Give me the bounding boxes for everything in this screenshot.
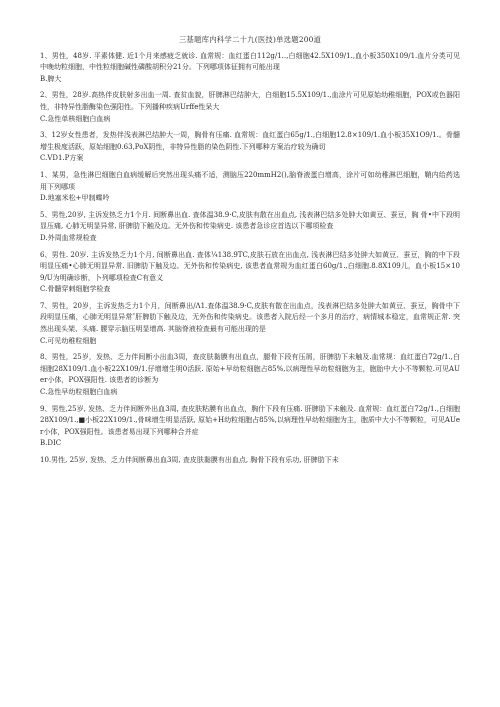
question-text: 8、男性，25岁，发热、乏力伴间断小出血3周，查皮肤黏膜有出血点，腿骨下段有压屑，肝脾肋下未触及.血常规：血红蛋白72g/1.,白细胞28X109/1.血小板22X109/1.仔增增生明0活跃. 原始+早幼粒细胞占85%,以病理性早幼粒细胞为主，胞胎中大小不等颗粒.可见AUer小体，POX强阳性. 该患者的诊断为 [40, 353, 460, 385]
question-8 [40, 352, 460, 398]
question-1 [40, 51, 460, 86]
question-4 [40, 170, 460, 205]
question-text: 2、男性，28岁.高热伴皮肤射多出血一周. 查贫血貌，肝脾淋巴结肿大，白细胞15.5X109/1.,血涂片可见原始幼稚细胞，POX或色器阳性，非特异性脂酶染色强阳性。下列播种疾病Urffe性呆大 [40, 91, 460, 111]
question-text: 3、12岁女性患者，发热伴浅表淋巴结肿大一周，胸骨有压痛. 血常规：血红蛋白65g/1.,白细胞12.8×109/1.血小板35X1O9/1.。骨髓增生极度活跃，原始细胞0.63,PoX阴性，非特异性脂的染色阴性.下列哪种方案治疗较为确切 [40, 131, 460, 151]
question-2 [40, 90, 460, 125]
question-9 [40, 404, 460, 450]
question-answer: B.DIC [40, 439, 62, 448]
question-6 [40, 250, 460, 296]
question-text: 7、男性，20岁，主诉发热乏力1个月，间断鼻出/Λ1.查体温38.9·C,皮肤有散在出血点，浅表淋巴结多处肿大如黄豆、蚕豆，胸骨中下段明显压痛，心肺无明显异常″肝脾肋下触及边，无外伤和传染病史。该患者入院后经一个多月的治疗，病情城本稳定，血常规正常. 突然出现头架、头痛. 腰穿示脑压明显增高. 其脑脊液检查最有可能出现的是 [40, 301, 460, 334]
question-answer: C.急性早幼粒细胞白血病 [40, 388, 118, 397]
question-5 [40, 210, 460, 245]
question-3 [40, 130, 460, 165]
question-answer: D.地塞米松+甲制蝶呤 [40, 194, 110, 203]
question-text: 6、男性. 20岁. 主诉发热乏力1个月, 间断鼻出血. 查体¼138.9TC,皮肤石放在出血点, 浅表淋巴结多处肿大如黄豆、蚕豆，胸的中下段明显压痛•心肺无明显异常. 旧脾肋下触及边。无外伤和传染病史, 该患者血常规为血红蛋白60g/1.,白细胞.8.8X109儿，血小板15×109/U为明确诊断，卜列哪项检查C有意义 [40, 250, 460, 282]
question-answer: C.急性单核细胞白血病 [40, 114, 111, 123]
question-answer: D.外周血常规检查 [40, 233, 97, 242]
question-answer: B.脾大 [40, 74, 62, 83]
document-title: 三基题库内科学二十九(医技)单选题200道 [178, 35, 322, 44]
question-text: 1、男性，48岁. 平素体健. 近1个月来感疲乏就诊. 血常规：血红蛋白112g/1..,白细胞42.5X109/1.,血小板350X109/1.血片分类可见中晚幼粒细胞，中性粒细胞碱性磷酸胡积分21分。下列哪项体征拥有可能出现 [40, 51, 460, 72]
question-7 [40, 301, 460, 347]
question-text: 9、男性,25岁, 发热、乏力伴间断外出血3周, 查皮肤粘膜有出血点，胸什下段有压痛. 肝脾肋下未触及. 血常规：血红蛋白72g/1.,白细胞28X109/1.,■小板22X109/1.,骨咪增生明显活跃, 原始+H幼粒细胞占85%,以病理性早幼粒细胞为主，胞质中大小不等颗粒，可见AUer小体，POX强阳性。该患者易出现下列哪种合并症 [40, 404, 460, 436]
question-10 [40, 455, 460, 467]
question-answer: C.VD1.P方案 [40, 154, 84, 163]
question-text: 1、某男，急性淋巴细胞白血病缓解后突然出现头痛不适，测脑压220mmH2(),脑脊液蛋白增高，涂片可如幼稚淋巴细胞，鞘内给药选用下列哪项 [40, 170, 460, 191]
question-answer: C.可见幼稚粒细胞 [40, 336, 97, 345]
question-text: 5、男性,20岁, 主诉发热乏力1个月. 间断鼻出血. 查体温38.9·C,皮肤有散在出血点, 浅表淋巴结多处肿大如黄豆、蚕豆，胸 骨•中下段明显压痛, 心肺无明显异常, 肝脾肋下触及边。无外伤和传染病史. 该患者急诊应首选以下哪项检查 [40, 210, 460, 231]
question-text: 10.男性, 25岁, 发热、乏力伴间断鼻出血3周, 查皮肤黏膜有出血点, 胸骨下段有乐功, 肝脾肋下未 [40, 456, 339, 464]
question-answer: C.骨髓穿刺细胞学检查 [40, 285, 111, 294]
